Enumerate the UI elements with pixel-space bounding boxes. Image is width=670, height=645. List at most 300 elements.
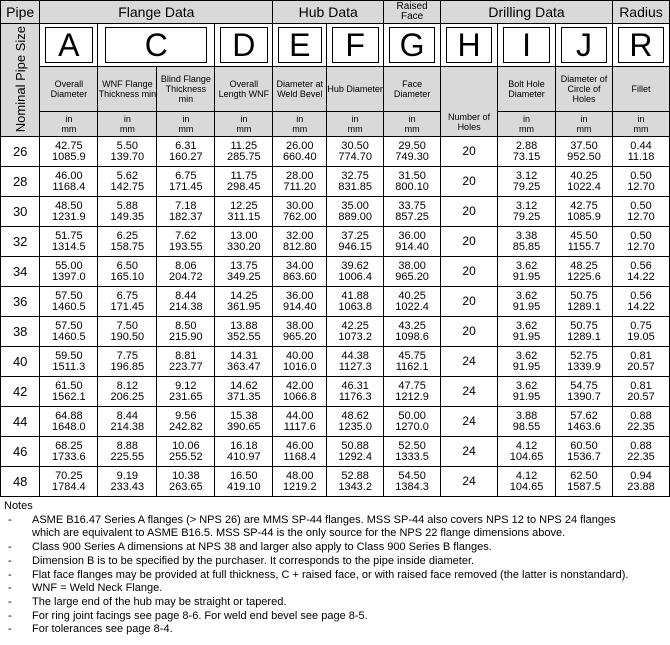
value-cell-d <box>215 137 273 167</box>
letter-r-cell <box>612 24 669 67</box>
value-mm: 812.80 <box>282 240 317 253</box>
value-cell-g <box>384 197 441 227</box>
flange-data-header: Flange Data <box>40 1 273 24</box>
value-cell-g <box>384 317 441 347</box>
value-cell-j <box>556 317 613 347</box>
unit-row <box>1 112 670 137</box>
unit-in: in <box>240 114 248 124</box>
unit-cell-r <box>612 112 669 137</box>
letter-a: A <box>45 27 93 63</box>
value-mm: 1212.9 <box>395 390 429 403</box>
value-mm: 1063.8 <box>338 300 372 313</box>
value-mm: 1066.8 <box>282 390 317 403</box>
holes-cell: 20 <box>441 137 498 167</box>
value-cell-f <box>327 347 384 377</box>
letter-row <box>1 24 670 67</box>
pipe-size-cell: 48 <box>1 467 40 497</box>
value-cell-r <box>612 437 669 467</box>
unit-in: in <box>408 114 416 124</box>
value-cell-a <box>40 137 98 167</box>
note-item: - WNF = Weld Neck Flange. <box>8 582 163 595</box>
value-in: 0.88 <box>630 409 652 422</box>
value-mm: 193.55 <box>169 240 203 253</box>
value-cell-d <box>215 347 273 377</box>
value-mm: 946.15 <box>338 240 372 253</box>
value-in: 36.00 <box>286 289 314 302</box>
table-row <box>1 137 670 167</box>
value-cell-r <box>612 287 669 317</box>
value-in: 64.88 <box>55 409 83 422</box>
hub-data-header: Hub Data <box>273 1 384 24</box>
description-row <box>1 67 670 112</box>
raised-face-header: Raised Face <box>384 1 441 24</box>
value-mm: 1587.5 <box>567 480 601 493</box>
value-in: 52.50 <box>398 439 426 452</box>
value-in: 0.50 <box>630 199 652 212</box>
value-in: 3.62 <box>515 349 538 362</box>
value-cell-d <box>215 227 273 257</box>
value-cell-a <box>40 377 98 407</box>
letter-j: J <box>561 27 608 63</box>
value-in: 48.00 <box>286 469 314 482</box>
value-cell-i <box>498 197 556 227</box>
value-mm: 91.95 <box>512 360 541 373</box>
value-in: 38.00 <box>398 259 426 272</box>
value-mm: 330.20 <box>227 240 261 253</box>
group-header-row <box>1 1 670 24</box>
value-mm: 22.35 <box>627 420 655 433</box>
value-mm: 204.72 <box>169 270 203 283</box>
value-in: 10.06 <box>172 439 200 452</box>
value-mm: 1085.9 <box>52 150 86 163</box>
value-in: 3.62 <box>515 289 538 302</box>
value-mm: 1390.7 <box>567 390 601 403</box>
value-cell-d <box>215 377 273 407</box>
value-mm: 171.45 <box>110 300 145 313</box>
value-cell-e <box>273 197 327 227</box>
value-mm: 182.37 <box>169 210 203 223</box>
unit-cell-d <box>215 112 273 137</box>
value-mm: 263.65 <box>169 480 203 493</box>
letter-i: I <box>503 27 551 63</box>
value-in: 8.81 <box>175 349 197 362</box>
value-mm: 14.22 <box>627 270 655 283</box>
value-mm: 214.38 <box>169 300 203 313</box>
unit-cell-a <box>40 112 98 137</box>
unit-mm: mm <box>633 124 649 134</box>
value-in: 5.50 <box>116 139 139 152</box>
letter-g: G <box>389 27 436 63</box>
value-in: 52.75 <box>570 349 598 362</box>
unit-mm: mm <box>347 124 363 134</box>
value-mm: 158.75 <box>110 240 145 253</box>
value-mm: 104.65 <box>509 450 544 463</box>
letter-h: H <box>446 27 493 63</box>
value-in: 41.88 <box>341 289 369 302</box>
value-in: 33.75 <box>398 199 426 212</box>
value-cell-cb <box>157 287 215 317</box>
value-in: 9.12 <box>175 379 197 392</box>
holes-cell: 20 <box>441 197 498 227</box>
value-mm: 1343.2 <box>338 480 372 493</box>
pipe-size-cell: 36 <box>1 287 40 317</box>
value-cell-g <box>384 347 441 377</box>
note-item: - For ring joint facings see page 8-6. For weld end bevel see page 8-5. <box>8 609 368 622</box>
unit-mm: mm <box>119 124 135 134</box>
desc-wnf-thickness: WNF Flange Thickness min <box>98 67 157 112</box>
value-in: 9.56 <box>175 409 197 422</box>
value-cell-j <box>556 137 613 167</box>
holes-cell: 24 <box>441 347 498 377</box>
desc-blind-thickness: Blind Flange Thickness min <box>157 67 215 112</box>
value-mm: 1117.6 <box>283 420 316 433</box>
value-mm: 165.10 <box>110 270 145 283</box>
table-row <box>1 467 670 497</box>
value-mm: 1016.0 <box>282 360 317 373</box>
value-in: 57.62 <box>570 409 598 422</box>
value-mm: 1289.1 <box>567 300 601 313</box>
value-in: 6.31 <box>175 139 197 152</box>
value-mm: 800.10 <box>395 180 429 193</box>
value-mm: 774.70 <box>338 150 372 163</box>
notes-title: Notes <box>4 500 33 512</box>
value-mm: 1339.9 <box>567 360 601 373</box>
value-mm: 1162.1 <box>395 360 429 373</box>
value-in: 5.88 <box>116 199 139 212</box>
value-cell-e <box>273 407 327 437</box>
value-in: 4.12 <box>515 469 538 482</box>
value-in: 37.50 <box>570 139 598 152</box>
value-in: 7.50 <box>116 319 139 332</box>
value-in: 11.25 <box>230 139 258 152</box>
value-mm: 20.57 <box>627 390 655 403</box>
unit-mm: mm <box>576 124 592 134</box>
value-mm: 1022.4 <box>567 180 601 193</box>
value-in: 6.75 <box>116 289 139 302</box>
value-cell-j <box>556 197 613 227</box>
value-in: 52.88 <box>341 469 369 482</box>
value-cell-r <box>612 347 669 377</box>
value-in: 32.75 <box>341 169 369 182</box>
value-mm: 1463.6 <box>567 420 601 433</box>
value-in: 26.00 <box>286 139 314 152</box>
value-in: 39.62 <box>341 259 369 272</box>
value-in: 54.50 <box>398 469 426 482</box>
value-mm: 91.95 <box>512 300 541 313</box>
value-mm: 419.10 <box>227 480 261 493</box>
value-cell-d <box>215 467 273 497</box>
value-in: 40.25 <box>398 289 426 302</box>
value-cell-g <box>384 257 441 287</box>
value-mm: 1127.3 <box>338 360 372 373</box>
value-cell-a <box>40 347 98 377</box>
value-mm: 85.85 <box>512 240 541 253</box>
table-row <box>1 347 670 377</box>
value-in: 7.18 <box>175 199 197 212</box>
value-mm: 1155.7 <box>567 240 601 253</box>
value-in: 7.62 <box>175 229 197 242</box>
letter-g-cell <box>384 24 441 67</box>
letter-a-cell <box>40 24 98 67</box>
unit-mm: mm <box>236 124 252 134</box>
value-cell-c <box>98 227 157 257</box>
value-in: 31.50 <box>398 169 426 182</box>
note-item: - Flat face flanges may be provided at full thickness, C + raised face, or with raised face removed (the latter is nonstandard). <box>8 568 629 581</box>
value-mm: 298.45 <box>227 180 261 193</box>
value-cell-c <box>98 347 157 377</box>
value-in: 7.75 <box>116 349 139 362</box>
value-cell-f <box>327 317 384 347</box>
value-mm: 23.88 <box>627 480 655 493</box>
pipe-size-cell: 28 <box>1 167 40 197</box>
value-mm: 1085.9 <box>567 210 601 223</box>
note-item: - The large end of the hub may be straight or tapered. <box>8 595 287 608</box>
radius-header: Radius <box>612 1 669 24</box>
letter-e: E <box>278 27 322 63</box>
value-mm: 410.97 <box>227 450 261 463</box>
value-in: 42.75 <box>55 139 83 152</box>
value-cell-i <box>498 467 556 497</box>
value-in: 9.19 <box>116 469 139 482</box>
value-cell-a <box>40 197 98 227</box>
value-cell-i <box>498 437 556 467</box>
value-cell-i <box>498 407 556 437</box>
value-in: 32.00 <box>286 229 314 242</box>
pipe-size-cell: 46 <box>1 437 40 467</box>
unit-mm: mm <box>292 124 308 134</box>
value-mm: 1176.3 <box>338 390 372 403</box>
value-in: 28.00 <box>286 169 314 182</box>
unit-mm: mm <box>519 124 535 134</box>
holes-cell: 24 <box>441 467 498 497</box>
value-in: 8.12 <box>116 379 139 392</box>
value-in: 30.50 <box>341 139 369 152</box>
value-cell-i <box>498 257 556 287</box>
value-in: 0.81 <box>630 379 652 392</box>
table-row <box>1 287 670 317</box>
unit-in: in <box>351 114 359 124</box>
value-in: 16.18 <box>230 439 258 452</box>
value-in: 30.00 <box>286 199 314 212</box>
value-in: 3.12 <box>515 199 538 212</box>
value-mm: 311.15 <box>227 210 261 223</box>
value-mm: 196.85 <box>110 360 145 373</box>
value-cell-f <box>327 167 384 197</box>
value-cell-g <box>384 227 441 257</box>
value-in: 6.50 <box>116 259 139 272</box>
value-mm: 1511.3 <box>52 360 86 373</box>
table-row <box>1 317 670 347</box>
value-cell-e <box>273 167 327 197</box>
value-in: 12.25 <box>230 199 258 212</box>
note-item: - ASME B16.47 Series A flanges (> NPS 26) are MMS SP-44 flanges. MSS SP-44 also covers NPS 12 to NPS 24 flanges <box>8 513 616 526</box>
value-cell-d <box>215 197 273 227</box>
value-in: 50.75 <box>570 319 598 332</box>
value-cell-i <box>498 167 556 197</box>
value-in: 6.25 <box>116 229 139 242</box>
value-cell-r <box>612 227 669 257</box>
value-mm: 91.95 <box>512 390 541 403</box>
value-in: 0.44 <box>630 139 652 152</box>
unit-cell-j <box>556 112 613 137</box>
value-mm: 1225.6 <box>567 270 601 283</box>
value-mm: 1235.0 <box>338 420 372 433</box>
value-mm: 762.00 <box>282 210 317 223</box>
value-in: 3.38 <box>515 229 538 242</box>
desc-circle-of-holes: Diameter of Circle of Holes <box>556 67 613 112</box>
value-in: 37.25 <box>341 229 369 242</box>
value-cell-cb <box>157 197 215 227</box>
unit-in: in <box>580 114 588 124</box>
value-in: 3.62 <box>515 259 538 272</box>
table-row <box>1 257 670 287</box>
value-mm: 1292.4 <box>338 450 372 463</box>
letter-c: C <box>105 27 207 63</box>
value-mm: 371.35 <box>227 390 261 403</box>
value-in: 62.50 <box>570 469 598 482</box>
value-mm: 98.55 <box>512 420 541 433</box>
unit-in: in <box>637 114 645 124</box>
value-cell-f <box>327 377 384 407</box>
holes-cell: 20 <box>441 257 498 287</box>
value-cell-i <box>498 377 556 407</box>
letter-f-cell <box>327 24 384 67</box>
value-in: 8.88 <box>116 439 139 452</box>
note-item: - Class 900 Series A dimensions at NPS 38 and larger also apply to Class 900 Series B flanges. <box>8 541 492 554</box>
value-in: 0.56 <box>630 289 652 302</box>
value-mm: 1314.5 <box>52 240 86 253</box>
value-mm: 965.20 <box>282 330 317 343</box>
value-in: 29.50 <box>398 139 426 152</box>
value-mm: 79.25 <box>512 210 541 223</box>
value-in: 15.38 <box>230 409 258 422</box>
value-in: 48.62 <box>341 409 369 422</box>
value-cell-r <box>612 257 669 287</box>
holes-cell: 24 <box>441 407 498 437</box>
value-cell-a <box>40 257 98 287</box>
unit-in: in <box>182 114 190 124</box>
letter-r: R <box>618 27 665 63</box>
unit-in: in <box>523 114 531 124</box>
value-cell-g <box>384 287 441 317</box>
value-cell-f <box>327 467 384 497</box>
value-in: 0.50 <box>630 229 652 242</box>
value-cell-j <box>556 377 613 407</box>
value-in: 4.12 <box>515 439 538 452</box>
value-mm: 214.38 <box>110 420 145 433</box>
value-mm: 11.18 <box>627 150 655 163</box>
value-mm: 231.65 <box>169 390 203 403</box>
holes-cell: 24 <box>441 437 498 467</box>
letter-i-cell <box>498 24 556 67</box>
letter-e-cell <box>273 24 327 67</box>
value-cell-a <box>40 407 98 437</box>
value-cell-j <box>556 227 613 257</box>
value-in: 51.75 <box>55 229 83 242</box>
holes-cell: 20 <box>441 167 498 197</box>
value-mm: 1397.0 <box>52 270 86 283</box>
value-mm: 749.30 <box>395 150 429 163</box>
pipe-header: Pipe <box>1 1 40 24</box>
value-cell-a <box>40 167 98 197</box>
letter-f: F <box>332 27 379 63</box>
desc-hub-diameter: Hub Diameter <box>327 67 384 112</box>
value-cell-r <box>612 137 669 167</box>
letter-h-cell <box>441 24 498 67</box>
unit-in: in <box>65 114 73 124</box>
value-cell-f <box>327 437 384 467</box>
value-cell-cb <box>157 257 215 287</box>
unit-mm: mm <box>404 124 420 134</box>
value-in: 54.75 <box>570 379 598 392</box>
value-cell-f <box>327 257 384 287</box>
value-cell-cb <box>157 377 215 407</box>
value-mm: 361.95 <box>227 300 261 313</box>
value-mm: 1460.5 <box>52 300 86 313</box>
value-mm: 349.25 <box>227 270 261 283</box>
value-cell-f <box>327 227 384 257</box>
desc-face-diameter: Face Diameter <box>384 67 441 112</box>
value-in: 13.75 <box>230 259 258 272</box>
value-mm: 149.35 <box>110 210 145 223</box>
value-cell-c <box>98 287 157 317</box>
value-mm: 255.52 <box>169 450 203 463</box>
desc-fillet: Fillet <box>612 67 669 112</box>
value-in: 48.25 <box>570 259 598 272</box>
letter-d: D <box>220 27 268 63</box>
value-cell-f <box>327 287 384 317</box>
value-mm: 1648.0 <box>52 420 86 433</box>
value-in: 14.31 <box>230 349 258 362</box>
value-cell-f <box>327 407 384 437</box>
note-item: - For tolerances see page 8-4. <box>8 623 173 636</box>
value-in: 50.88 <box>341 439 369 452</box>
desc-bolt-hole-diameter: Bolt Hole Diameter <box>498 67 556 112</box>
value-in: 5.62 <box>116 169 139 182</box>
desc-overall-diameter: Overall Diameter <box>40 67 98 112</box>
value-mm: 952.50 <box>567 150 601 163</box>
value-in: 50.00 <box>398 409 426 422</box>
value-mm: 1562.1 <box>52 390 86 403</box>
value-mm: 242.82 <box>169 420 203 433</box>
value-in: 13.88 <box>230 319 258 332</box>
value-in: 46.31 <box>341 379 369 392</box>
value-cell-d <box>215 167 273 197</box>
value-cell-c <box>98 437 157 467</box>
value-in: 68.25 <box>55 439 83 452</box>
value-mm: 914.40 <box>395 240 429 253</box>
value-cell-i <box>498 347 556 377</box>
value-cell-c <box>98 377 157 407</box>
value-in: 8.06 <box>175 259 197 272</box>
value-in: 8.44 <box>116 409 139 422</box>
value-mm: 914.40 <box>282 300 317 313</box>
value-in: 50.75 <box>570 289 598 302</box>
value-in: 61.50 <box>55 379 83 392</box>
desc-overall-length: Overall Length WNF <box>215 67 273 112</box>
value-in: 48.50 <box>55 199 83 212</box>
unit-cell-f <box>327 112 384 137</box>
value-mm: 22.35 <box>627 450 655 463</box>
value-mm: 1536.7 <box>567 450 601 463</box>
value-cell-cb <box>157 317 215 347</box>
notes-section <box>4 500 670 637</box>
value-mm: 285.75 <box>227 150 261 163</box>
value-cell-cb <box>157 227 215 257</box>
value-cell-cb <box>157 347 215 377</box>
value-in: 57.50 <box>55 319 83 332</box>
value-cell-j <box>556 167 613 197</box>
